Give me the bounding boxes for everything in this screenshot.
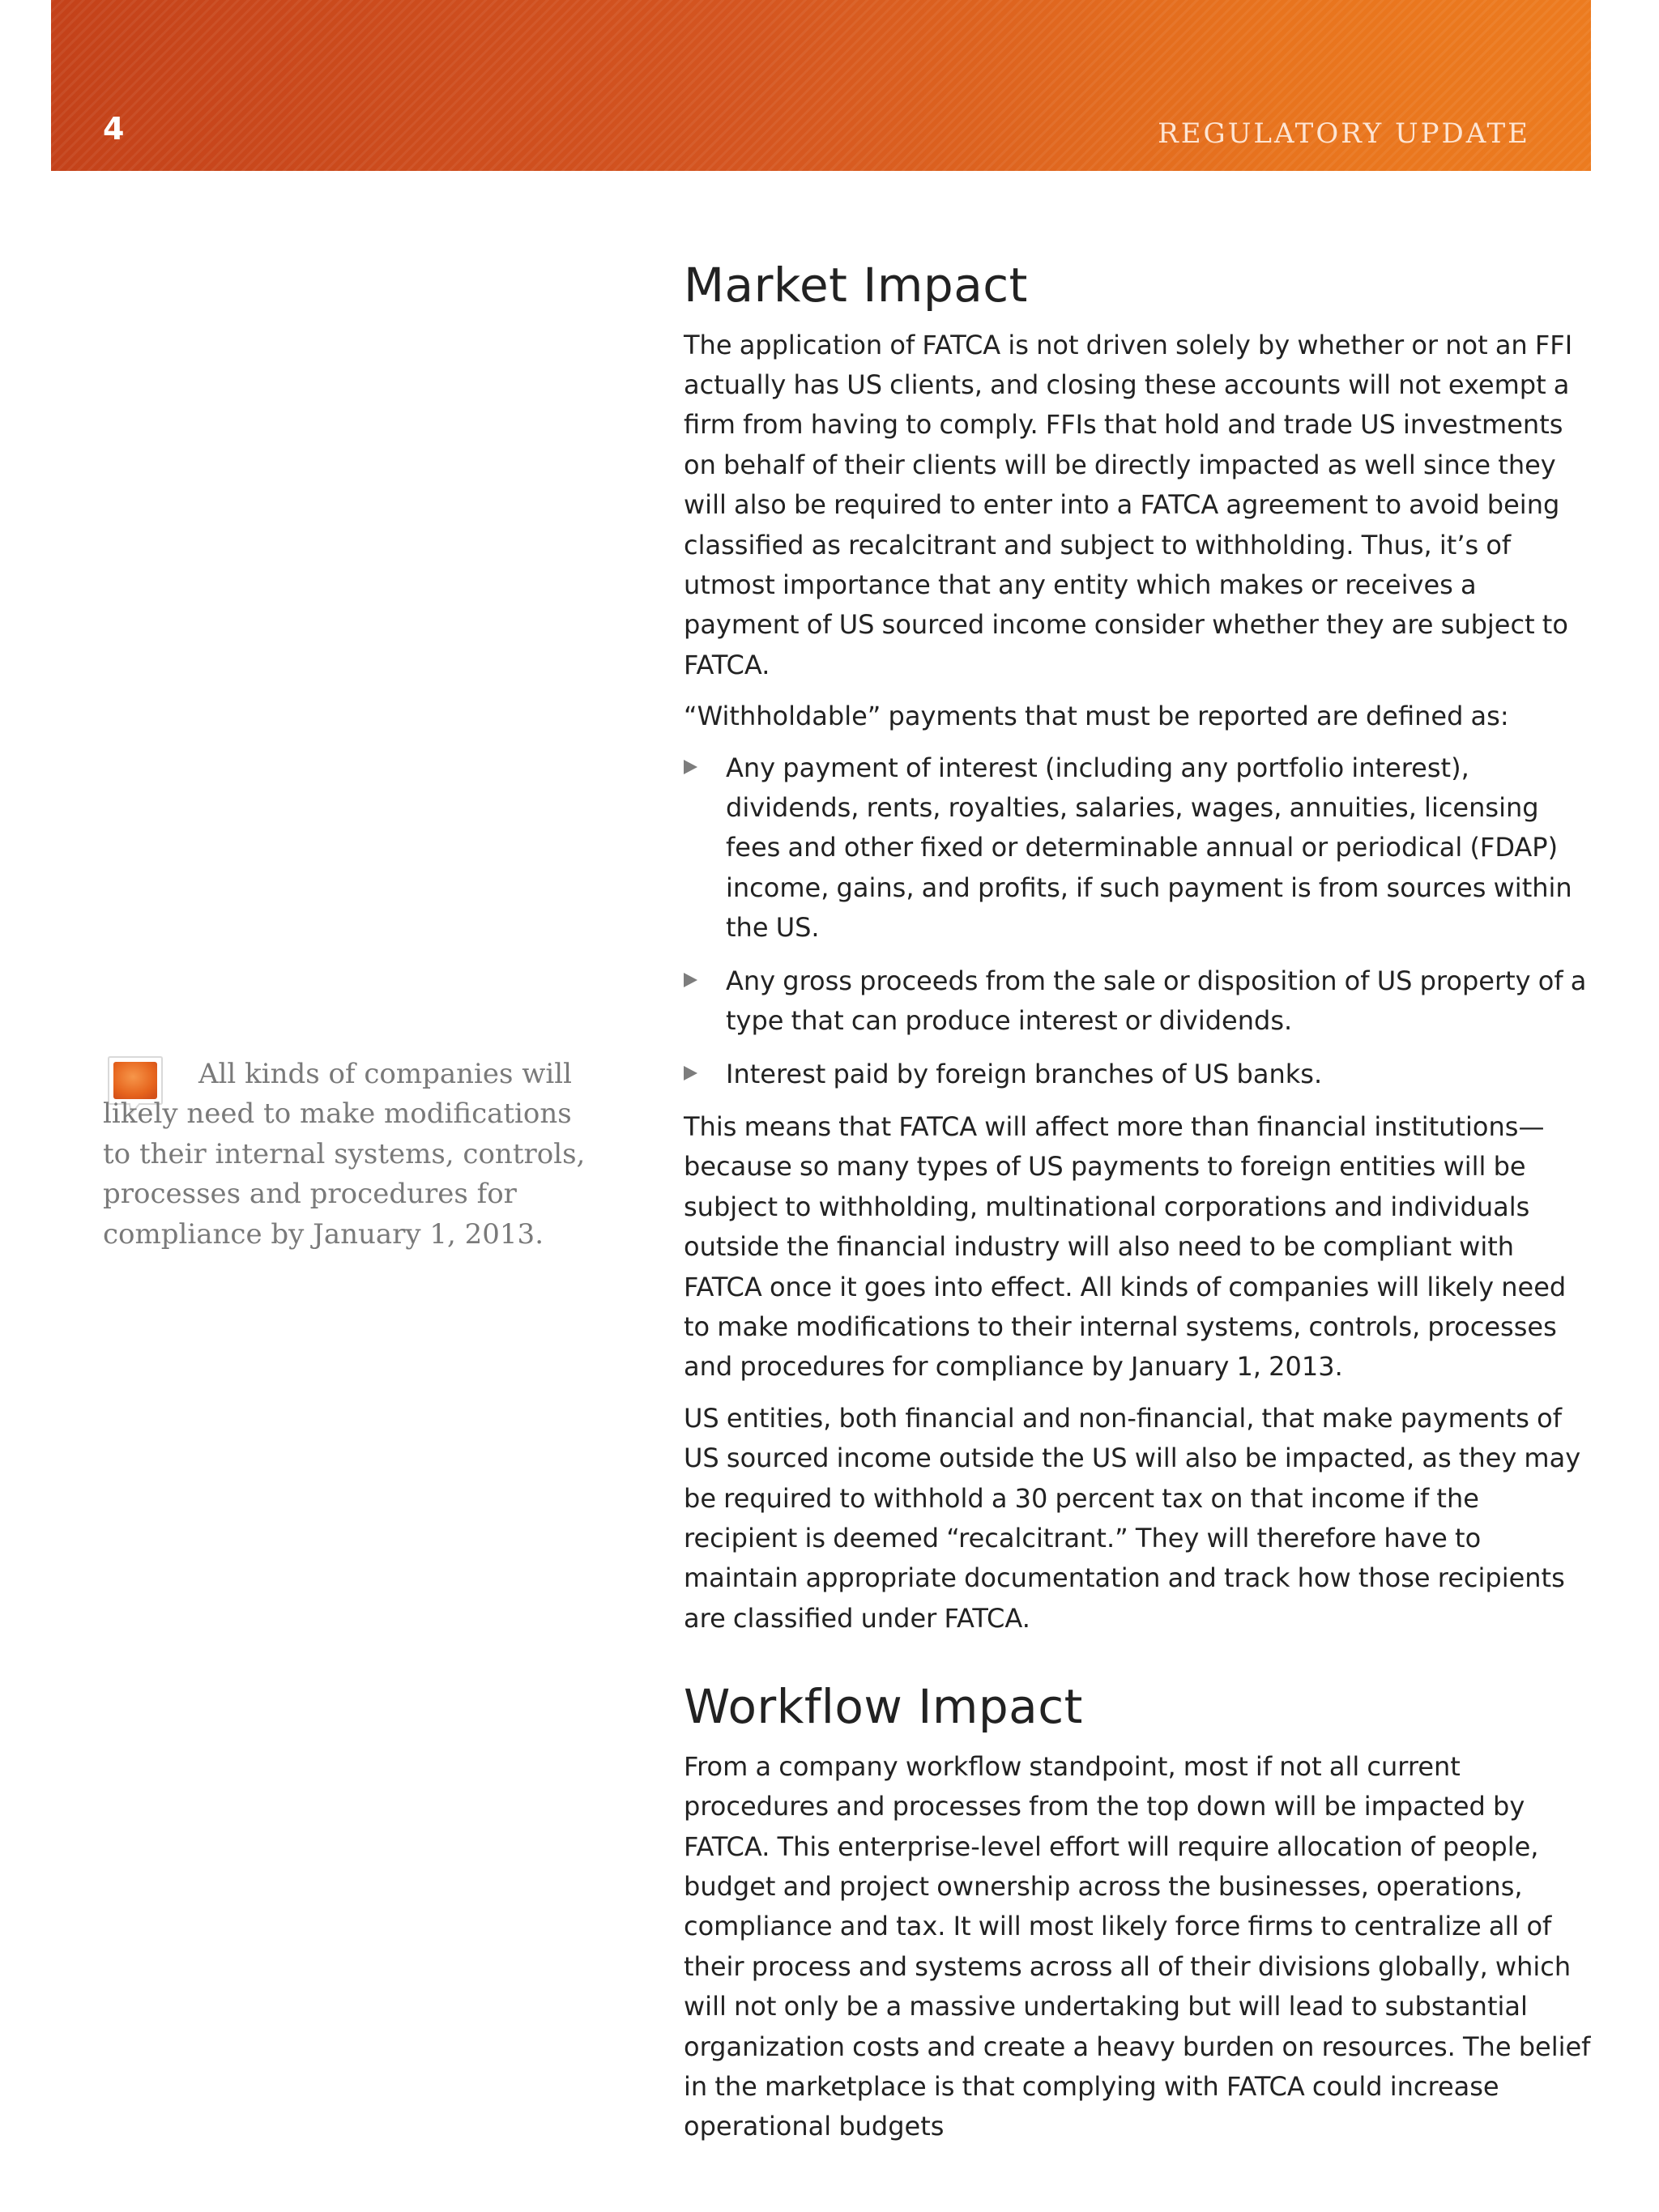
market-paragraph-3: This means that FATCA will affect more than financial institutions—because so many types of US payments to foreign entities will be subject to withholding, multinational corporations and individuals outside the financial industry will also need to be compliant with FATCA once it goes into effect. All kinds of companies will likely need to make modifications to their internal systems, controls, processes and procedures for compliance by January 1, 2013. [684, 1110, 1567, 1383]
market-paragraph-4: US entities, both financial and non-financial, that make payments of US sourced income outside the US will also be impacted, as they may be required to withhold a 30 percent tax on that income if the recipient is deemed “recalcitrant.” They will therefore have to maintain appropriate documentation and track how those recipients are classified under FATCA. [684, 1402, 1581, 1634]
pullquote [103, 1055, 589, 1255]
market-paragraph-2: “Withholdable” payments that must be reported are defined as: [684, 701, 1509, 732]
page-header-band [51, 0, 1591, 171]
list-item: Any gross proceeds from the sale or disposition of US property of a type that can produce interest or dividends. [684, 961, 1595, 1042]
pullquote-text: All kinds of companies will likely need to make modifications to their internal systems, controls, processes and procedures for compliance by January 1, 2013. [103, 1058, 586, 1251]
section-label: REGULATORY UPDATE [1158, 117, 1530, 150]
withholdable-payments-list [684, 748, 1595, 1094]
bullet-triangle-icon [684, 1066, 697, 1080]
workflow-paragraph-1: From a company workflow standpoint, most if not all current procedures and processes from the top down will be impacted by FATCA. This enterprise-level effort will require allocation of people, budget and project ownership across the businesses, operations, compliance and tax. It will most likely force firms to centralize all of their process and systems across all of their divisions globally, which will not only be a massive undertaking but will lead to substantial organization costs and create a heavy burden on resources. The belief in the marketplace is that complying with FATCA could increase operational budgets [684, 1750, 1591, 2142]
main-column [684, 258, 1595, 2147]
market-paragraph-1: The application of FATCA is not driven solely by whether or not an FFI actually has US clients, and closing these accounts will not exempt a firm from having to comply. FFIs that hold and trade US investments on behalf of their clients will be directly impacted as well since they will also be required to enter into a FATCA agreement to avoid being classified as recalcitrant and subject to withholding. Thus, it’s of utmost importance that any entity which makes or receives a payment of US sourced income consider whether they are subject to FATCA. [684, 329, 1573, 680]
page-number: 4 [103, 111, 125, 147]
heading-workflow-impact: Workflow Impact [684, 1679, 1083, 1735]
bullet-triangle-icon [684, 760, 697, 774]
bullet-triangle-icon [684, 973, 697, 987]
list-item: Any payment of interest (including any portfolio interest), dividends, rents, royalties, salaries, wages, annuities, licensing fees and other fixed or determinable annual or periodical (FDAP) income, gains, and profits, if such payment is from sources within the US. [684, 748, 1595, 948]
heading-market-impact: Market Impact [684, 258, 1028, 313]
list-item: Interest paid by foreign branches of US banks. [684, 1055, 1595, 1094]
